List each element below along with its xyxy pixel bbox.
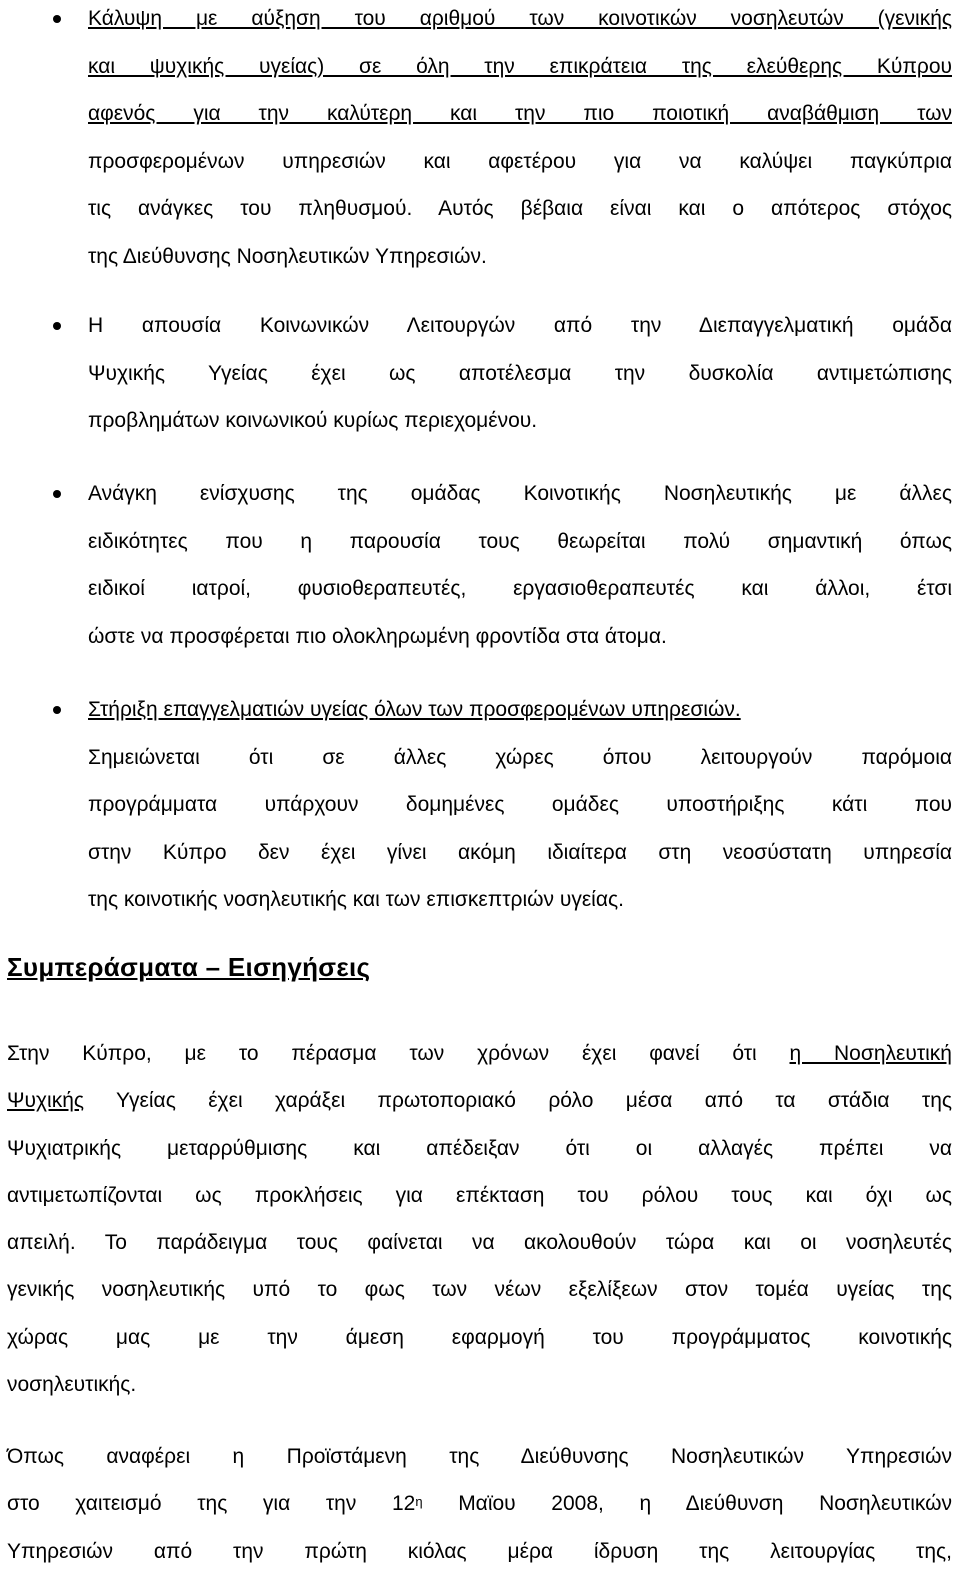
text-line: Σημειώνεται ότι σε άλλες χώρες όπου λειτουργούν παρόμοια	[88, 745, 952, 769]
text-line: απειλή. Το παράδειγμα τους φαίνεται να ακολουθούν τώρα και οι νοσηλευτές	[7, 1231, 952, 1255]
text-line: και ψυχικής υγείας) σε όλη την επικράτεια της ελεύθερης Κύπρου	[88, 54, 952, 78]
text-line: Η απουσία Κοινωνικών Λειτουργών από την Διεπαγγελματική ομάδα	[88, 314, 952, 337]
bullet-dot-icon	[53, 706, 61, 714]
text-line: προβλημάτων κοινωνικού κυρίως περιεχομένου.	[88, 409, 538, 433]
text-line: Ψυχικής Υγείας έχει χαράξει πρωτοποριακό ρόλο μέσα από τα στάδια της	[7, 1089, 952, 1113]
text-line: Κάλυψη με αύξηση του αριθμού των κοινοτικών νοσηλευτών (γενικής	[88, 7, 952, 30]
paragraph	[7, 1030, 952, 1408]
text-line: αντιμετωπίζονται ως προκλήσεις για επέκταση του ρόλου τους και όχι ως	[7, 1183, 952, 1207]
text-line: τις ανάγκες του πληθυσμού. Αυτός βέβαια είναι και ο απότερος στόχος	[88, 197, 952, 221]
text-line: Ψυχικής Υγείας έχει ως αποτέλεσμα την δυσκολία αντιμετώπισης	[88, 361, 952, 385]
text-line: προσφερομένων υπηρεσιών και αφετέρου για να καλύψει παγκύπρια	[88, 149, 952, 173]
text-line: Ανάγκη ενίσχυσης της ομάδας Κοινοτικής Νοσηλευτικής με άλλες	[88, 482, 952, 505]
bullet-text	[88, 302, 952, 445]
text-line: ειδικότητες που η παρουσία τους θεωρείται πολύ σημαντική όπως	[88, 529, 952, 553]
text-line: αφενός για την καλύτερη και την πιο ποιοτική αναβάθμιση των	[88, 102, 952, 126]
text-line: Στην Κύπρο, με το πέρασμα των χρόνων έχει φανεί ότι η Νοσηλευτική	[7, 1042, 952, 1065]
bullet-dot-icon	[53, 322, 61, 330]
text-line: προγράμματα υπάρχουν δομημένες ομάδες υποστήριξης κάτι που	[88, 793, 952, 817]
bullet-text	[88, 470, 952, 660]
text-line: χώρας μας με την άμεση εφαρμογή του προγράμματος κοινοτικής	[7, 1325, 952, 1349]
paragraph	[7, 1433, 952, 1575]
bullet-dot-icon	[53, 15, 61, 23]
text-line: Στήριξη επαγγελματιών υγείας όλων των προσφερομένων υπηρεσιών.	[88, 698, 741, 721]
bullet-text	[88, 686, 952, 924]
text-line: στο χαιτεισμό της για την $12^\eta$ Μαϊου 2008, η Διεύθυνση Νοσηλευτικών	[7, 1492, 952, 1516]
text-line: Υπηρεσιών από την πρώτη κιόλας μέρα ίδρυση της λειτουργίας της,	[7, 1539, 952, 1563]
text-line: γενικής νοσηλευτικής υπό το φως των νέων εξελίξεων στον τομέα υγείας της	[7, 1278, 952, 1302]
text-line: της κοινοτικής νοσηλευτικής και των επισκεπτριών υγείας.	[88, 888, 624, 912]
bullet-text	[88, 0, 952, 281]
section-heading: Συμπεράσματα – Εισηγήσεις	[7, 952, 371, 982]
text-line: Ψυχιατρικής μεταρρύθμισης και απέδειξαν ότι οι αλλαγές πρέπει να	[7, 1136, 952, 1160]
text-line: στην Κύπρο δεν έχει γίνει ακόμη ιδιαίτερα στη νεοσύστατη υπηρεσία	[88, 840, 952, 864]
text-line: νοσηλευτικής.	[7, 1373, 137, 1397]
text-line: της Διεύθυνσης Νοσηλευτικών Υπηρεσιών.	[88, 244, 487, 268]
text-line: ειδικοί ιατροί, φυσιοθεραπευτές, εργασιοθεραπευτές και άλλοι, έτσι	[88, 577, 952, 601]
text-line: ώστε να προσφέρεται πιο ολοκληρωμένη φροντίδα στα άτομα.	[88, 624, 667, 648]
text-line: Όπως αναφέρει η Προϊστάμενη της Διεύθυνσης Νοσηλευτικών Υπηρεσιών	[7, 1445, 952, 1468]
bullet-dot-icon	[53, 490, 61, 498]
